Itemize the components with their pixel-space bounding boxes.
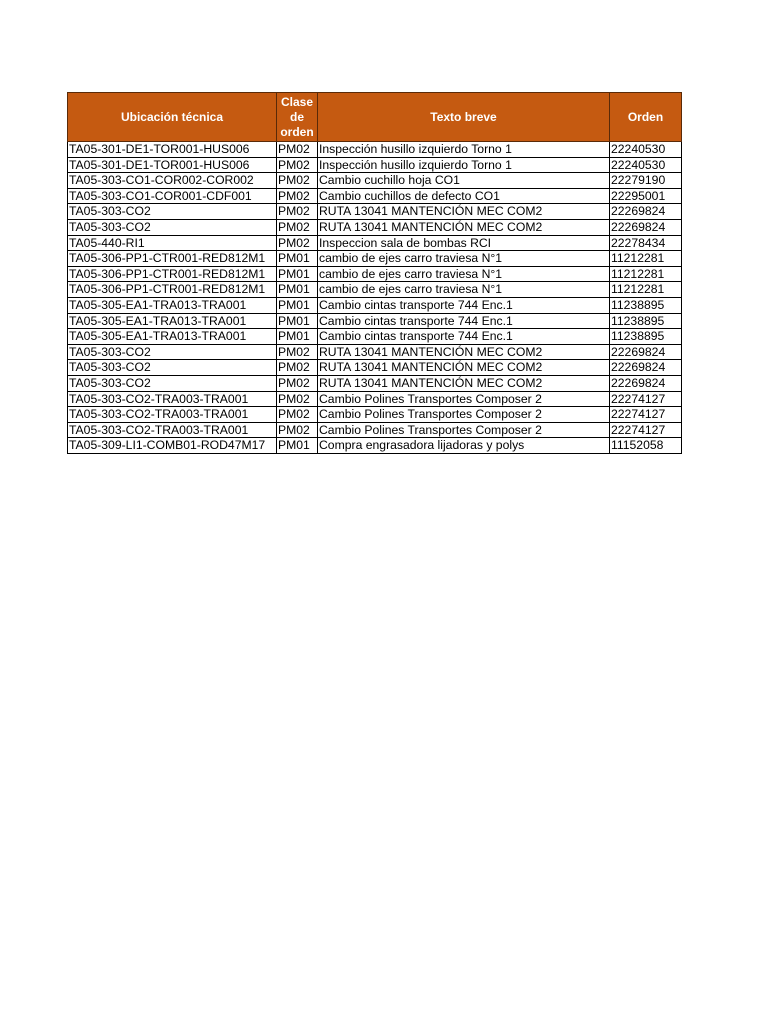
cell-texto-breve: Cambio Polines Transportes Composer 2 (318, 407, 610, 423)
cell-clase-de-orden: PM01 (277, 313, 318, 329)
cell-orden: 11212281 (610, 251, 682, 267)
spreadsheet-page (67, 92, 682, 454)
table-row (68, 422, 682, 438)
cell-clase-de-orden: PM01 (277, 438, 318, 454)
table-row (68, 142, 682, 158)
cell-ubicacion-tecnica: TA05-306-PP1-CTR001-RED812M1 (68, 251, 277, 267)
cell-ubicacion-tecnica: TA05-303-CO2-TRA003-TRA001 (68, 391, 277, 407)
header-orden: Orden (610, 93, 682, 142)
cell-texto-breve: RUTA 13041 MANTENCIÓN MEC COM2 (318, 204, 610, 220)
table-row (68, 235, 682, 251)
cell-texto-breve: Cambio Polines Transportes Composer 2 (318, 422, 610, 438)
cell-orden: 11212281 (610, 266, 682, 282)
cell-orden: 22240530 (610, 157, 682, 173)
cell-orden: 22274127 (610, 407, 682, 423)
cell-clase-de-orden: PM02 (277, 219, 318, 235)
cell-clase-de-orden: PM02 (277, 188, 318, 204)
cell-ubicacion-tecnica: TA05-303-CO2 (68, 204, 277, 220)
cell-ubicacion-tecnica: TA05-309-LI1-COMB01-ROD47M17 (68, 438, 277, 454)
table-row (68, 157, 682, 173)
cell-clase-de-orden: PM02 (277, 235, 318, 251)
cell-texto-breve: RUTA 13041 MANTENCIÓN MEC COM2 (318, 219, 610, 235)
table-row (68, 313, 682, 329)
cell-orden: 22269824 (610, 375, 682, 391)
table-row (68, 391, 682, 407)
cell-orden: 22269824 (610, 360, 682, 376)
cell-texto-breve: cambio de ejes carro traviesa N°1 (318, 251, 610, 267)
cell-ubicacion-tecnica: TA05-301-DE1-TOR001-HUS006 (68, 157, 277, 173)
cell-orden: 22279190 (610, 173, 682, 189)
cell-orden: 11238895 (610, 313, 682, 329)
table-row (68, 360, 682, 376)
work-orders-table (67, 92, 682, 454)
table-row (68, 407, 682, 423)
header-ubicacion-tecnica: Ubicación técnica (68, 93, 277, 142)
cell-orden: 22274127 (610, 391, 682, 407)
cell-clase-de-orden: PM02 (277, 391, 318, 407)
cell-texto-breve: Compra engrasadora lijadoras y polys (318, 438, 610, 454)
cell-clase-de-orden: PM01 (277, 266, 318, 282)
cell-ubicacion-tecnica: TA05-303-CO2 (68, 219, 277, 235)
table-row (68, 266, 682, 282)
table-row (68, 173, 682, 189)
header-texto-breve: Texto breve (318, 93, 610, 142)
cell-clase-de-orden: PM02 (277, 422, 318, 438)
cell-ubicacion-tecnica: TA05-303-CO1-COR002-COR002 (68, 173, 277, 189)
table-row (68, 188, 682, 204)
cell-clase-de-orden: PM02 (277, 375, 318, 391)
cell-ubicacion-tecnica: TA05-305-EA1-TRA013-TRA001 (68, 313, 277, 329)
cell-orden: 11212281 (610, 282, 682, 298)
cell-texto-breve: Inspección husillo izquierdo Torno 1 (318, 142, 610, 158)
header-row (68, 93, 682, 142)
cell-orden: 11238895 (610, 297, 682, 313)
cell-ubicacion-tecnica: TA05-306-PP1-CTR001-RED812M1 (68, 282, 277, 298)
cell-texto-breve: RUTA 13041 MANTENCIÓN MEC COM2 (318, 375, 610, 391)
cell-ubicacion-tecnica: TA05-303-CO2-TRA003-TRA001 (68, 407, 277, 423)
cell-orden: 22269824 (610, 219, 682, 235)
cell-ubicacion-tecnica: TA05-305-EA1-TRA013-TRA001 (68, 329, 277, 345)
table-body (68, 142, 682, 454)
cell-orden: 22269824 (610, 204, 682, 220)
table-row (68, 204, 682, 220)
cell-texto-breve: RUTA 13041 MANTENCIÓN MEC COM2 (318, 360, 610, 376)
cell-clase-de-orden: PM02 (277, 407, 318, 423)
table-row (68, 344, 682, 360)
cell-orden: 11152058 (610, 438, 682, 454)
header-clase-de-orden: Clase de orden (277, 93, 318, 142)
cell-clase-de-orden: PM02 (277, 344, 318, 360)
cell-texto-breve: Inspeccion sala de bombas RCI (318, 235, 610, 251)
cell-ubicacion-tecnica: TA05-303-CO2 (68, 375, 277, 391)
cell-texto-breve: Cambio Polines Transportes Composer 2 (318, 391, 610, 407)
cell-clase-de-orden: PM01 (277, 297, 318, 313)
table-row (68, 438, 682, 454)
table-row (68, 329, 682, 345)
cell-orden: 22269824 (610, 344, 682, 360)
cell-clase-de-orden: PM02 (277, 204, 318, 220)
cell-texto-breve: cambio de ejes carro traviesa N°1 (318, 282, 610, 298)
table-row (68, 219, 682, 235)
cell-texto-breve: Cambio cintas transporte 744 Enc.1 (318, 313, 610, 329)
table-row (68, 297, 682, 313)
table-header (68, 93, 682, 142)
cell-texto-breve: RUTA 13041 MANTENCIÓN MEC COM2 (318, 344, 610, 360)
cell-ubicacion-tecnica: TA05-303-CO2 (68, 344, 277, 360)
cell-clase-de-orden: PM02 (277, 157, 318, 173)
cell-ubicacion-tecnica: TA05-303-CO1-COR001-CDF001 (68, 188, 277, 204)
cell-orden: 22274127 (610, 422, 682, 438)
cell-ubicacion-tecnica: TA05-306-PP1-CTR001-RED812M1 (68, 266, 277, 282)
table-row (68, 282, 682, 298)
cell-clase-de-orden: PM01 (277, 329, 318, 345)
cell-ubicacion-tecnica: TA05-303-CO2-TRA003-TRA001 (68, 422, 277, 438)
cell-ubicacion-tecnica: TA05-303-CO2 (68, 360, 277, 376)
cell-clase-de-orden: PM01 (277, 251, 318, 267)
cell-texto-breve: Cambio cuchillo hoja CO1 (318, 173, 610, 189)
cell-orden: 22278434 (610, 235, 682, 251)
cell-texto-breve: Inspección husillo izquierdo Torno 1 (318, 157, 610, 173)
cell-orden: 22240530 (610, 142, 682, 158)
table-row (68, 375, 682, 391)
cell-clase-de-orden: PM02 (277, 173, 318, 189)
cell-ubicacion-tecnica: TA05-440-RI1 (68, 235, 277, 251)
cell-ubicacion-tecnica: TA05-301-DE1-TOR001-HUS006 (68, 142, 277, 158)
cell-ubicacion-tecnica: TA05-305-EA1-TRA013-TRA001 (68, 297, 277, 313)
cell-clase-de-orden: PM01 (277, 282, 318, 298)
cell-texto-breve: cambio de ejes carro traviesa N°1 (318, 266, 610, 282)
cell-texto-breve: Cambio cintas transporte 744 Enc.1 (318, 329, 610, 345)
cell-orden: 22295001 (610, 188, 682, 204)
cell-texto-breve: Cambio cuchillos de defecto CO1 (318, 188, 610, 204)
cell-clase-de-orden: PM02 (277, 142, 318, 158)
cell-clase-de-orden: PM02 (277, 360, 318, 376)
cell-orden: 11238895 (610, 329, 682, 345)
cell-texto-breve: Cambio cintas transporte 744 Enc.1 (318, 297, 610, 313)
table-row (68, 251, 682, 267)
